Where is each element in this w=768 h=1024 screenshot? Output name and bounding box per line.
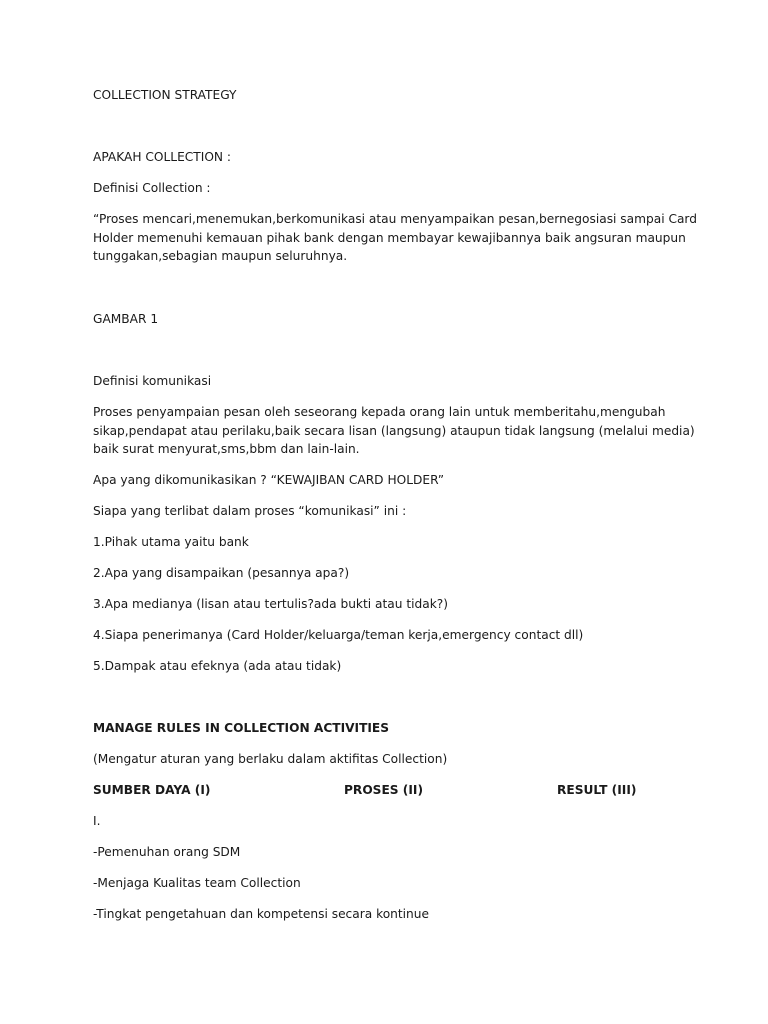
- column-header-result: RESULT (III): [557, 783, 637, 797]
- list-item: 2.Apa yang disampaikan (pesannya apa?): [93, 566, 350, 580]
- gambar-label: GAMBAR 1: [93, 312, 159, 326]
- bullet-item: -Tingkat pengetahuan dan kompetensi secara kontinue: [93, 907, 429, 921]
- column-header-proses: PROSES (II): [344, 783, 424, 797]
- definisi-collection-paragraph: [93, 210, 697, 266]
- paragraph-line: Proses penyampaian pesan oleh seseorang kepada orang lain untuk memberitahu,mengubah: [93, 405, 666, 419]
- paragraph-line: tunggakan,sebagian maupun seluruhnya.: [93, 249, 348, 263]
- definisi-komunikasi-label: Definisi komunikasi: [93, 374, 212, 388]
- list-item: 5.Dampak atau efeknya (ada atau tidak): [93, 659, 342, 673]
- paragraph-line: sikap,pendapat atau perilaku,baik secara lisan (langsung) ataupun tidak langsung (melalui media): [93, 423, 695, 438]
- bullet-item: -Pemenuhan orang SDM: [93, 845, 241, 859]
- document-title: COLLECTION STRATEGY: [93, 88, 237, 102]
- apakah-collection-heading: APAKAH COLLECTION :: [93, 150, 232, 164]
- paragraph-line: Holder memenuhi kemauan pihak bank dengan membayar kewajibannya baik angsuran maupun: [93, 230, 686, 245]
- manage-rules-heading: MANAGE RULES IN COLLECTION ACTIVITIES: [93, 721, 390, 735]
- roman-numeral-one: I.: [93, 814, 101, 828]
- column-header-sumber-daya: SUMBER DAYA (I): [93, 783, 211, 797]
- apa-yang-dikomunikasikan: Apa yang dikomunikasikan ? “KEWAJIBAN CARD HOLDER”: [93, 473, 445, 487]
- definisi-collection-label: Definisi Collection :: [93, 181, 211, 195]
- list-item: 3.Apa medianya (lisan atau tertulis?ada bukti atau tidak?): [93, 597, 448, 611]
- manage-rules-subtitle: (Mengatur aturan yang berlaku dalam aktifitas Collection): [93, 752, 448, 766]
- definisi-komunikasi-paragraph: [93, 403, 695, 459]
- list-item: 1.Pihak utama yaitu bank: [93, 535, 249, 549]
- list-item: 4.Siapa penerimanya (Card Holder/keluarga/teman kerja,emergency contact dll): [93, 628, 584, 642]
- paragraph-line: baik surat menyurat,sms,bbm dan lain-lain.: [93, 442, 360, 456]
- paragraph-line: “Proses mencari,menemukan,berkomunikasi atau menyampaikan pesan,bernegosiasi sampai Card: [93, 212, 697, 226]
- bullet-item: -Menjaga Kualitas team Collection: [93, 876, 301, 890]
- siapa-yang-terlibat: Siapa yang terlibat dalam proses “komunikasi” ini :: [93, 504, 407, 518]
